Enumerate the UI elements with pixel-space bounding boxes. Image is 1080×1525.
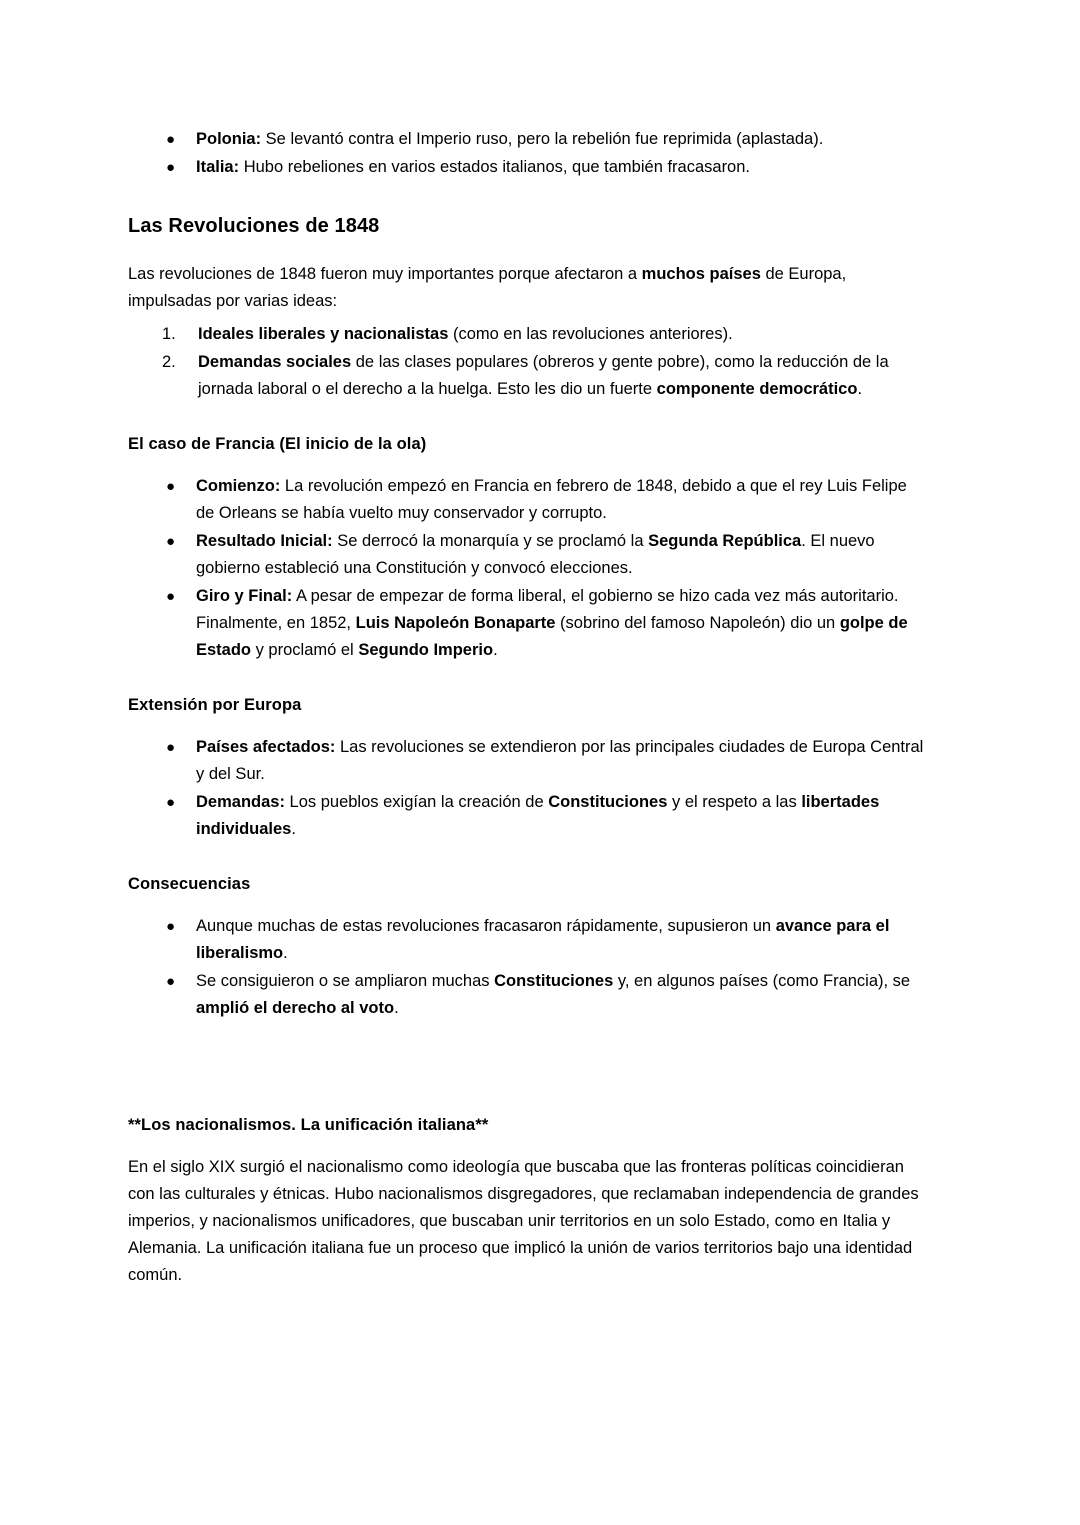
- inline-text-run: . El nuevo gobierno estableció una Constitución y convocó elecciones.: [196, 532, 875, 577]
- ideas-numbered-list: [128, 321, 928, 403]
- list-item-lead: Italia:: [196, 158, 240, 176]
- nacionalismos-paragraph: En el siglo XIX surgió el nacionalismo como ideología que buscaba que las fronteras políticas coincidieran con las culturales y étnicas. Hubo nacionalismos disgregadores, que reclamaban independencia de grandes imperios, y nacionalismos unificadores, que buscaban unir territorios en un solo Estado, como en Italia y Alemania. La unificación italiana fue un proceso que implicó la unión de varios territorios bajo una identidad común.: [128, 1158, 919, 1284]
- list-item: [166, 126, 928, 153]
- section-spacer: [128, 1028, 928, 1084]
- paragraph-text-part2: de Europa, impulsadas por varias ideas:: [128, 265, 847, 310]
- inline-bold-run: amplió el derecho al voto: [196, 999, 395, 1017]
- list-item-text: de las clases populares (obreros y gente pobre), como la reducción de la jornada laboral o el derecho a la huelga. Esto les dio un fuerte: [198, 353, 889, 398]
- paragraph-bold-muchos-paises: muchos países: [641, 265, 761, 283]
- list-item-lead: Resultado Inicial:: [196, 532, 333, 550]
- inline-text-run: Se derrocó la monarquía y se proclamó la: [332, 532, 649, 550]
- subheading-extension-europa: Extensión por Europa: [128, 696, 302, 714]
- list-item-lead: Comienzo:: [196, 477, 281, 495]
- list-number-marker: 1.: [162, 325, 176, 343]
- inline-text-run: .: [291, 820, 296, 838]
- inline-text-run: .: [394, 999, 399, 1017]
- list-item-lead: Demandas sociales: [198, 353, 352, 371]
- bullet-icon: ●: [166, 478, 176, 495]
- list-item-lead: Ideales liberales y nacionalistas: [198, 325, 449, 343]
- inline-bold-run: Constituciones: [494, 972, 614, 990]
- inline-text-run: Los pueblos exigían la creación de: [284, 793, 549, 811]
- inline-text-run: (sobrino del famoso Napoleón) dio un: [555, 614, 840, 632]
- bullet-icon: ●: [166, 739, 176, 756]
- francia-bullet-list: [128, 473, 928, 664]
- bullet-icon: ●: [166, 588, 176, 605]
- list-item: [166, 789, 928, 843]
- list-number-marker: 2.: [162, 353, 176, 371]
- list-item: [166, 913, 928, 967]
- intro-paragraph: [128, 261, 928, 315]
- list-item-rich-text: [196, 793, 879, 838]
- paragraph-text-part1: Las revoluciones de 1848 fueron muy importantes porque afectaron a: [128, 265, 642, 283]
- list-item: [166, 473, 928, 527]
- list-item-lead: Países afectados:: [196, 738, 336, 756]
- list-item: [166, 968, 928, 1022]
- list-item-rich-text: [196, 917, 889, 962]
- inline-bold-run: Segundo Imperio: [358, 641, 494, 659]
- inline-text-run: y, en algunos países (como Francia), se: [613, 972, 911, 990]
- list-item: [166, 734, 928, 788]
- inline-bold-run: Luis Napoleón Bonaparte: [355, 614, 556, 632]
- list-item-text: (como en las revoluciones anteriores).: [448, 325, 733, 343]
- list-item-tail-end: .: [857, 380, 863, 398]
- bullet-icon: ●: [166, 131, 176, 148]
- list-item-rich-text: [196, 587, 908, 659]
- list-item: [162, 321, 928, 348]
- bullet-icon: ●: [166, 533, 176, 550]
- list-item: [166, 154, 928, 181]
- bullet-icon: ●: [166, 973, 176, 990]
- inline-text-run: La revolución empezó en Francia en febrero de 1848, debido a que el rey Luis Felipe de Orleans se había vuelto muy conservador y corrupto.: [196, 477, 907, 522]
- extension-bullet-list: [128, 734, 928, 843]
- inline-text-run: A pesar de empezar de forma liberal, el gobierno se hizo cada vez más autoritario. Finalmente, en 1852,: [196, 587, 899, 632]
- list-item-lead: Polonia:: [196, 130, 262, 148]
- inline-text-run: .: [283, 944, 288, 962]
- subheading-nacionalismos: **Los nacionalismos. La unificación italiana**: [128, 1116, 489, 1134]
- list-item-text: Hubo rebeliones en varios estados italianos, que también fracasaron.: [239, 158, 750, 176]
- inline-text-run: .: [493, 641, 498, 659]
- list-item-rich-text: [196, 972, 910, 1017]
- list-item-lead: Giro y Final:: [196, 587, 293, 605]
- list-item-lead: Demandas:: [196, 793, 285, 811]
- inline-text-run: Aunque muchas de estas revoluciones fracasaron rápidamente, supusieron un: [196, 917, 776, 935]
- inline-text-run: Las revoluciones se extendieron por las principales ciudades de Europa Central y del Sur.: [196, 738, 924, 783]
- list-item: [166, 528, 928, 582]
- list-item-text: Se levantó contra el Imperio ruso, pero la rebelión fue reprimida (aplastada).: [261, 130, 824, 148]
- inline-bold-run: golpe de Estado: [196, 614, 908, 659]
- bullet-icon: ●: [166, 794, 176, 811]
- intro-bullet-list: [128, 126, 928, 181]
- bullet-icon: ●: [166, 159, 176, 176]
- inline-text-run: y proclamó el: [251, 641, 359, 659]
- consecuencias-bullet-list: [128, 913, 928, 1022]
- subheading-consecuencias: Consecuencias: [128, 875, 251, 893]
- inline-text-run: Se consiguieron o se ampliaron muchas: [196, 972, 495, 990]
- inline-bold-run: Constituciones: [548, 793, 668, 811]
- list-item-rich-text: [196, 477, 907, 522]
- list-item-bold-tail: componente democrático: [656, 380, 858, 398]
- bullet-icon: ●: [166, 918, 176, 935]
- inline-text-run: y el respeto a las: [667, 793, 802, 811]
- section-heading-revoluciones-1848: Las Revoluciones de 1848: [128, 215, 380, 237]
- inline-bold-run: avance para el liberalismo: [196, 917, 890, 962]
- inline-bold-run: libertades individuales: [196, 793, 880, 838]
- inline-bold-run: Segunda República: [648, 532, 802, 550]
- subheading-caso-francia: El caso de Francia (El inicio de la ola): [128, 435, 427, 453]
- list-item: [162, 349, 928, 403]
- document-body: [128, 126, 928, 1289]
- list-item: [166, 583, 928, 664]
